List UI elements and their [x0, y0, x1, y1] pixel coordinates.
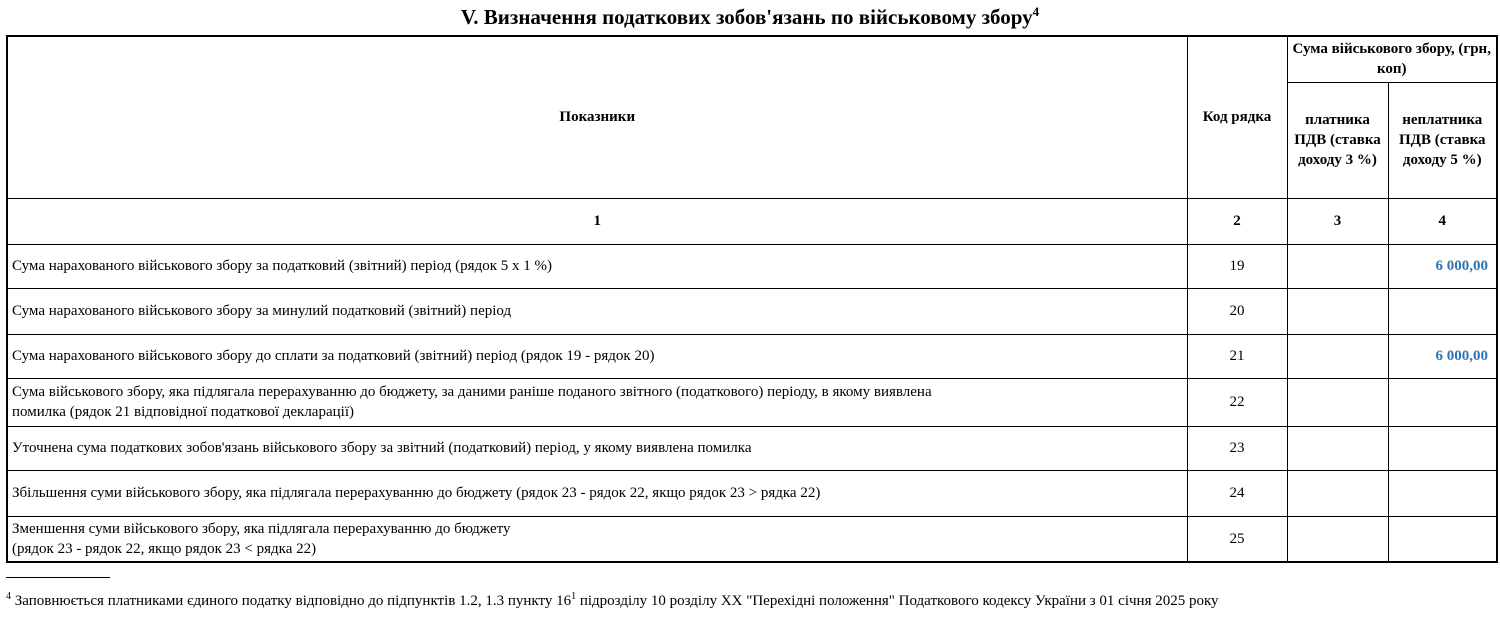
non-vat-payer-value[interactable] [1388, 426, 1497, 470]
column-number-1: 1 [7, 198, 1187, 244]
row-label: Сума нарахованого військового збору до сплати за податковий (звітний) період (рядок 19 - рядок 20) [7, 334, 1187, 378]
row-label: Сума нарахованого військового збору за податковий (звітний) період (рядок 5 х 1 %) [7, 244, 1187, 288]
non-vat-payer-value[interactable]: 6 000,00 [1388, 334, 1497, 378]
row-code: 25 [1187, 516, 1287, 562]
row-label [7, 516, 1187, 562]
row-code: 24 [1187, 470, 1287, 516]
header-non-vat-payer: неплатника ПДВ (ставка доходу 5 %) [1388, 82, 1497, 198]
table-row [7, 334, 1497, 378]
vat-payer-value[interactable] [1287, 378, 1388, 426]
non-vat-payer-value[interactable] [1388, 378, 1497, 426]
footnote-text-after: підрозділу 10 розділу ХХ "Перехідні положення" Податкового кодексу України з 01 січня 2025 року [576, 593, 1219, 609]
row-label: Сума нарахованого військового збору за минулий податковий (звітний) період [7, 288, 1187, 334]
row-label: Збільшення суми військового збору, яка підлягала перерахуванню до бюджету (рядок 23 - рядок 22, якщо рядок 23 > рядка 22) [7, 470, 1187, 516]
footnote-mark: 4 [6, 591, 11, 602]
non-vat-payer-value[interactable]: 6 000,00 [1388, 244, 1497, 288]
vat-payer-value[interactable] [1287, 470, 1388, 516]
row-code: 20 [1187, 288, 1287, 334]
non-vat-payer-value[interactable] [1388, 470, 1497, 516]
column-number-4: 4 [1388, 198, 1497, 244]
column-number-3: 3 [1287, 198, 1388, 244]
column-number-2: 2 [1187, 198, 1287, 244]
footnote-superscript: 1 [571, 591, 577, 602]
vat-payer-value[interactable] [1287, 334, 1388, 378]
military-levy-table [6, 35, 1498, 563]
header-sum-group: Сума військового збору, (грн, коп) [1287, 36, 1497, 82]
non-vat-payer-value[interactable] [1388, 516, 1497, 562]
footnote-text-before: Заповнюється платниками єдиного податку відповідно до підпунктів 1.2, 1.3 пункту 16 [11, 593, 572, 609]
header-row-code: Код рядка [1187, 36, 1287, 198]
table-row [7, 470, 1497, 516]
row-label: Уточнена сума податкових зобов'язань військового збору за звітний (податковий) період, у якому виявлена помилка [7, 426, 1187, 470]
non-vat-payer-value[interactable] [1388, 288, 1497, 334]
table-row [7, 244, 1497, 288]
vat-payer-value[interactable] [1287, 426, 1388, 470]
table-row [7, 426, 1497, 470]
row-label [7, 378, 1187, 426]
row-label-line: Зменшення суми військового збору, яка підлягала перерахуванню до бюджету [12, 520, 511, 537]
row-code: 23 [1187, 426, 1287, 470]
footnote [6, 590, 1496, 612]
section-title-text: V. Визначення податкових зобов'язань по військовому збору [460, 5, 1033, 29]
row-label-line: помилка (рядок 21 відповідної податкової декларації) [12, 404, 354, 420]
table-row [7, 516, 1497, 562]
row-code: 19 [1187, 244, 1287, 288]
header-indicators: Показники [7, 36, 1187, 198]
row-label-line: Сума військового збору, яка підлягала перерахуванню до бюджету, за даними раніше поданого звітного (податкового) періоду, в якому виявлена [12, 384, 932, 400]
vat-payer-value[interactable] [1287, 244, 1388, 288]
footnote-divider [6, 577, 110, 578]
vat-payer-value[interactable] [1287, 516, 1388, 562]
row-code: 21 [1187, 334, 1287, 378]
table-row [7, 288, 1497, 334]
section-title-footnote-mark: 4 [1032, 4, 1040, 19]
table-row [7, 378, 1497, 426]
section-title [0, 4, 1500, 30]
vat-payer-value[interactable] [1287, 288, 1388, 334]
header-vat-payer: платника ПДВ (ставка доходу 3 %) [1287, 82, 1388, 198]
row-label-line: (рядок 23 - рядок 22, якщо рядок 23 < рядка 22) [12, 540, 317, 557]
row-code: 22 [1187, 378, 1287, 426]
